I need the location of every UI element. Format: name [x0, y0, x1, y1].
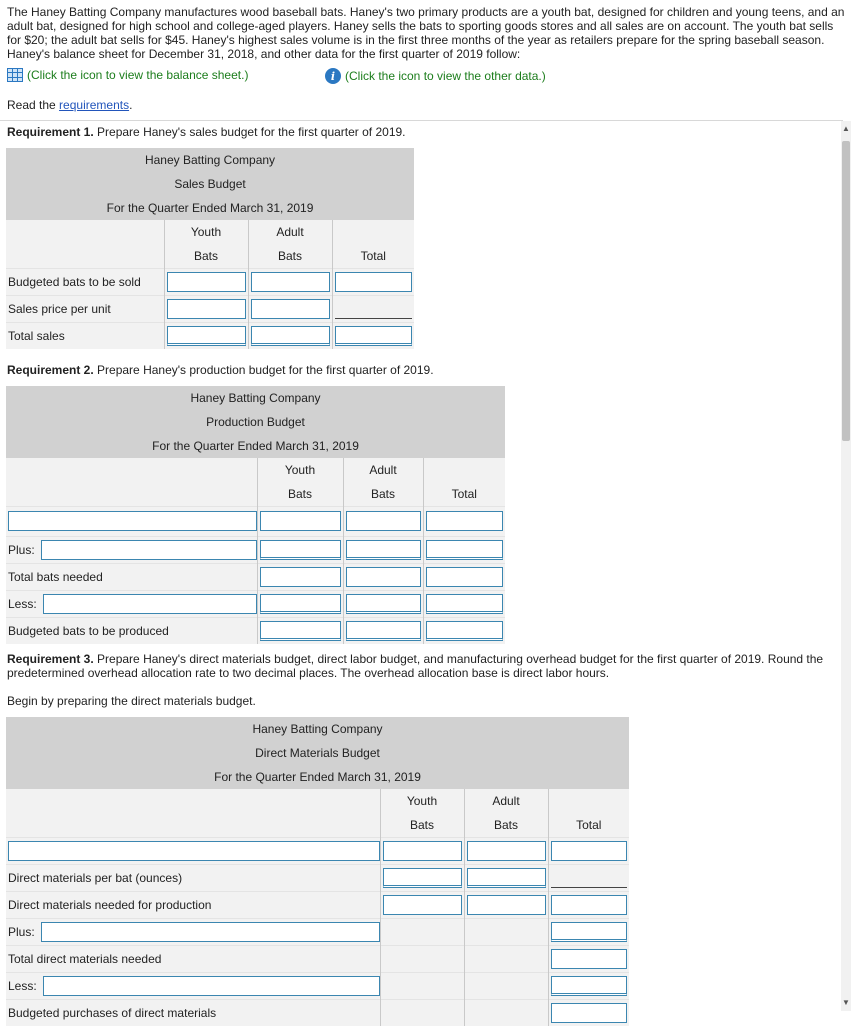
col-adult-bats: Bats — [343, 482, 423, 506]
prod-total-plus-input[interactable] — [426, 540, 504, 560]
sales-youth-qty-input[interactable] — [167, 272, 246, 292]
sales-grand-total-input[interactable] — [335, 326, 413, 346]
read-prefix: Read the — [7, 98, 60, 112]
col-youth-bats: Bats — [380, 813, 464, 837]
col-youth: Youth — [164, 220, 248, 244]
dm-youth-needed-input[interactable] — [383, 895, 462, 915]
sales-youth-price-input[interactable] — [167, 299, 246, 319]
prod-adult-produced-input[interactable] — [346, 621, 421, 641]
dm-total-plus-input[interactable] — [551, 922, 628, 942]
sales-adult-qty-input[interactable] — [251, 272, 330, 292]
col-youth-bats: Bats — [164, 244, 248, 268]
requirement-1-text: Prepare Haney's sales budget for the first quarter of 2019. — [93, 125, 406, 139]
sales-period: For the Quarter Ended March 31, 2019 — [6, 196, 414, 220]
prod-total-line1-input[interactable] — [426, 511, 504, 531]
requirement-3 — [7, 652, 837, 680]
requirement-2-label: Requirement 2. — [7, 363, 94, 377]
dm-adult-needed-input[interactable] — [467, 895, 546, 915]
col-youth: Youth — [257, 458, 343, 482]
col-total: Total — [332, 244, 414, 268]
prod-adult-line1-input[interactable] — [346, 511, 421, 531]
dm-youth-line1-input[interactable] — [383, 841, 462, 861]
prod-total-less-input[interactable] — [426, 594, 504, 614]
prod-total-needed-input[interactable] — [426, 567, 504, 587]
row-label: Budgeted bats to be sold — [6, 268, 164, 295]
begin-instruction: Begin by preparing the direct materials budget. — [7, 694, 256, 708]
scrollbar[interactable] — [841, 121, 851, 1011]
prod-youth-less-input[interactable] — [260, 594, 341, 614]
col-youth: Youth — [380, 789, 464, 813]
scroll-up-arrow-icon[interactable]: ▲ — [842, 124, 850, 133]
dm-adult-perbat-input[interactable] — [467, 868, 546, 888]
prod-youth-line1-input[interactable] — [260, 511, 341, 531]
sales-budget-table — [6, 148, 414, 349]
production-plus-label-input[interactable] — [41, 540, 257, 560]
sales-total-qty-input[interactable] — [335, 272, 413, 292]
production-period: For the Quarter Ended March 31, 2019 — [6, 434, 505, 458]
col-adult-bats: Bats — [464, 813, 548, 837]
requirements-link[interactable]: requirements — [59, 98, 130, 112]
dm-total-alltotal-input[interactable] — [551, 949, 628, 969]
sales-adult-price-input[interactable] — [251, 299, 330, 319]
col-adult-bats: Bats — [248, 244, 332, 268]
requirement-3-text: Prepare Haney's direct materials budget, direct labor budget, and manufacturing overhead budget for the first quarter of 2019. Round the predetermined overhead allocation rate to two decimal places. The overhead allocation base is direct labor hours. — [7, 652, 824, 680]
sales-title: Sales Budget — [6, 172, 414, 196]
production-company: Haney Batting Company — [6, 386, 505, 410]
requirement-1 — [7, 125, 406, 139]
sales-youth-total-input[interactable] — [167, 326, 246, 346]
materials-company: Haney Batting Company — [6, 717, 629, 741]
divider — [0, 120, 843, 121]
scroll-down-arrow-icon[interactable]: ▼ — [842, 998, 850, 1007]
plus-label: Plus: — [8, 542, 35, 557]
dm-total-needed-input[interactable] — [551, 895, 628, 915]
data-links — [7, 68, 847, 86]
row-label: Budgeted bats to be produced — [6, 617, 257, 644]
balance-sheet-link[interactable] — [7, 68, 248, 82]
materials-plus-label-input[interactable] — [41, 922, 380, 942]
sales-company: Haney Batting Company — [6, 148, 414, 172]
prod-adult-needed-input[interactable] — [346, 567, 421, 587]
col-adult: Adult — [464, 789, 548, 813]
row-label: Total direct materials needed — [6, 945, 380, 972]
spreadsheet-icon[interactable] — [7, 68, 23, 82]
prod-adult-plus-input[interactable] — [346, 540, 421, 560]
dm-total-purchases-input[interactable] — [551, 1003, 628, 1023]
production-line1-label-input[interactable] — [8, 511, 257, 531]
col-adult: Adult — [248, 220, 332, 244]
row-label: Budgeted purchases of direct materials — [6, 999, 380, 1026]
row-label: Sales price per unit — [6, 295, 164, 322]
requirement-2-text: Prepare Haney's production budget for the first quarter of 2019. — [93, 363, 434, 377]
balance-sheet-link-text[interactable]: (Click the icon to view the balance sheet.) — [27, 68, 249, 82]
col-adult: Adult — [343, 458, 423, 482]
problem-intro: The Haney Batting Company manufactures wood baseball bats. Haney's two primary products are a youth bat, designed for children and young teens, and an adult bat, designed for high school and college-aged players. Haney sells the bats to sporting goods stores and all sales are on account. The youth bat sells for $20; the adult bat sells for $45. Haney's highest sales volume is in the first three months of the year as retailers prepare for the spring baseball season. Haney's balance sheet for December 31, 2018, and other data for the first quarter of 2019 follow: — [7, 5, 845, 61]
plus-label: Plus: — [8, 924, 35, 939]
col-youth-bats: Bats — [257, 482, 343, 506]
other-data-link[interactable] — [325, 68, 546, 84]
prod-youth-produced-input[interactable] — [260, 621, 341, 641]
production-budget-table — [6, 386, 505, 644]
requirement-2 — [7, 363, 434, 377]
prod-total-produced-input[interactable] — [426, 621, 504, 641]
info-icon[interactable]: i — [325, 68, 341, 84]
materials-less-label-input[interactable] — [43, 976, 380, 996]
row-label: Total bats needed — [6, 563, 257, 590]
row-label: Direct materials per bat (ounces) — [6, 864, 380, 891]
dm-total-line1-input[interactable] — [551, 841, 628, 861]
other-data-link-text[interactable]: (Click the icon to view the other data.) — [345, 69, 546, 83]
total-underline — [335, 299, 413, 319]
dm-youth-perbat-input[interactable] — [383, 868, 462, 888]
prod-youth-plus-input[interactable] — [260, 540, 341, 560]
production-less-label-input[interactable] — [43, 594, 257, 614]
sales-adult-total-input[interactable] — [251, 326, 330, 346]
col-total: Total — [548, 813, 629, 837]
dm-adult-line1-input[interactable] — [467, 841, 546, 861]
prod-youth-needed-input[interactable] — [260, 567, 341, 587]
direct-materials-budget-table — [6, 717, 629, 1026]
col-total: Total — [423, 482, 505, 506]
row-label: Direct materials needed for production — [6, 891, 380, 918]
scroll-thumb[interactable] — [842, 141, 850, 441]
read-suffix: . — [129, 98, 133, 112]
total-underline — [551, 868, 628, 888]
materials-period: For the Quarter Ended March 31, 2019 — [6, 765, 629, 789]
materials-line1-label-input[interactable] — [8, 841, 380, 861]
production-title: Production Budget — [6, 410, 505, 434]
prod-adult-less-input[interactable] — [346, 594, 421, 614]
less-label: Less: — [8, 978, 37, 993]
less-label: Less: — [8, 596, 37, 611]
materials-title: Direct Materials Budget — [6, 741, 629, 765]
row-label: Total sales — [6, 322, 164, 349]
dm-total-less-input[interactable] — [551, 976, 628, 996]
requirement-3-label: Requirement 3. — [7, 652, 94, 666]
requirement-1-label: Requirement 1. — [7, 125, 94, 139]
read-requirements — [7, 98, 132, 112]
